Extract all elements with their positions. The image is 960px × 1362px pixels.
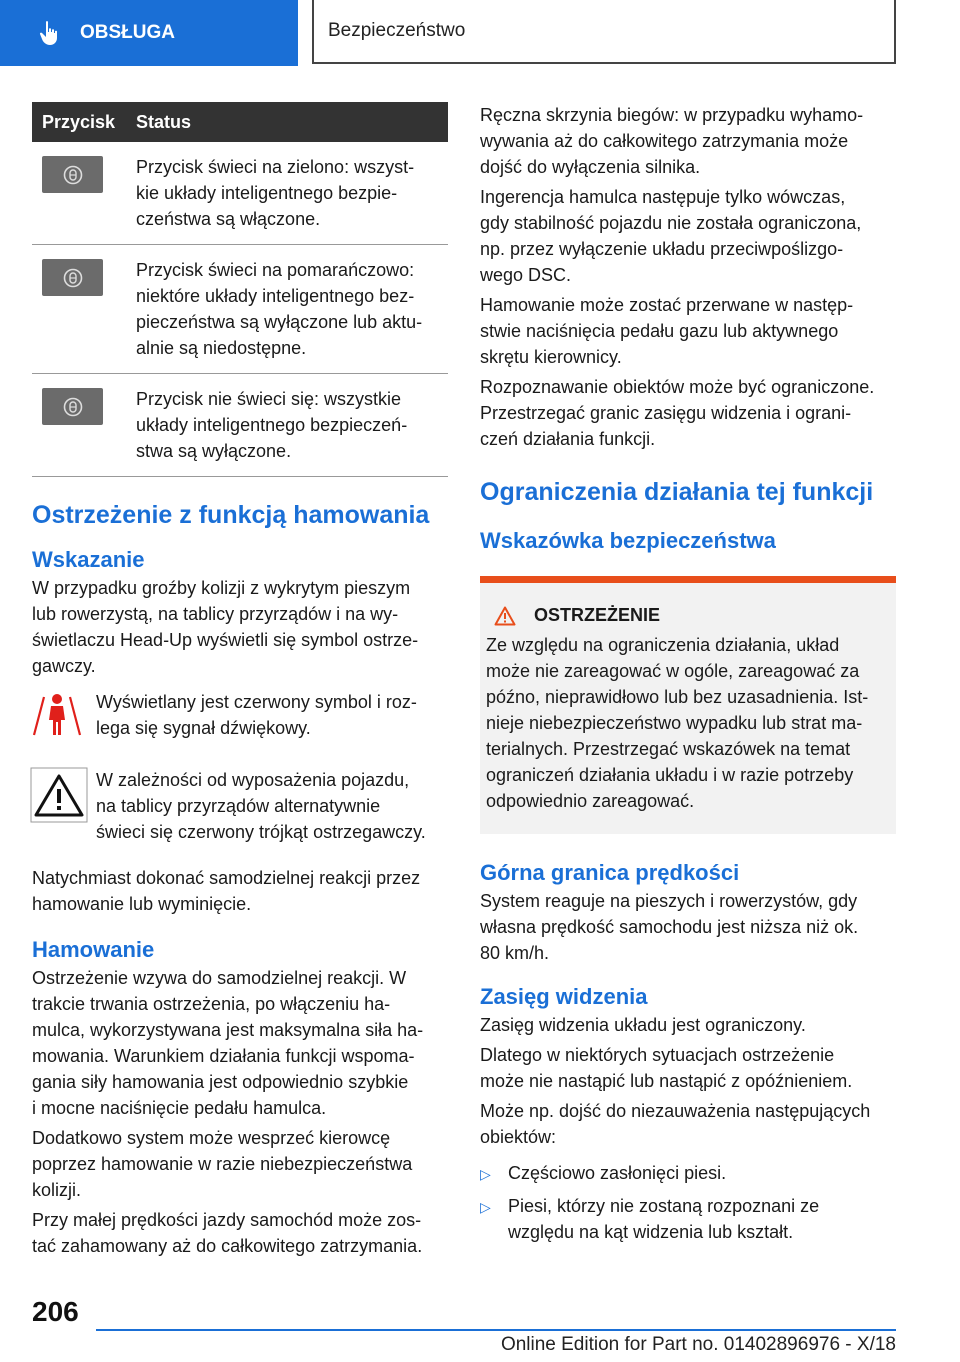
section-header — [312, 0, 896, 64]
footer-divider — [96, 1329, 896, 1331]
pedestrian-warning-text: Wyświetlany jest czerwony symbol i roz- lega się sygnał dźwiękowy. — [96, 692, 417, 738]
warning-box — [480, 576, 896, 834]
heading-range: Zasięg widzenia — [480, 984, 648, 1009]
chapter-tab[interactable] — [0, 0, 298, 66]
triangle-bullet-icon: ▷ — [480, 1199, 491, 1215]
chapter-tab-label: OBSŁUGA — [80, 22, 175, 43]
heading-brake-warning: Ostrzeżenie z funkcją hamowania — [32, 501, 430, 529]
page-number: 206 — [32, 1296, 79, 1327]
warning-text: Ze względu na ograniczenia działania, układ może nie zareagować w ogóle, zareagować za późno, nieprawidłowo lub bez uzasadnienia. Ist- nieje niebezpieczeństwo wypadku lub strat ma- terialnych. Przestrzegać wskazówek na temat ograniczeń działania układu i w razie potrzeby odpowiednio zareagować. — [486, 635, 869, 811]
heading-limits: Ograniczenia działania tej funkcji — [480, 478, 874, 506]
status-button-icon — [42, 156, 103, 193]
triangle-warning-row — [30, 767, 448, 849]
warning-title: OSTRZEŻENIE — [534, 605, 661, 625]
paragraph-recognition: Rozpoznawanie obiektów może być ograniczone. Przestrzegać granic zasięgu widzenia i ograni- czeń działania funkcji. — [480, 377, 875, 449]
left-column — [32, 102, 448, 1263]
table-row — [32, 142, 448, 245]
hand-pointer-icon — [38, 20, 62, 46]
paragraph-speed: System reaguje na pieszych i rowerzystów, gdy własna prędkość samochodu jest niższa niż ok. 80 km/h. — [480, 891, 859, 963]
list-item-text: Częściowo zasłonięci piesi. — [508, 1163, 727, 1183]
bullet-list — [480, 1160, 896, 1245]
heading-braking: Hamowanie — [32, 937, 155, 962]
list-item — [480, 1193, 896, 1245]
heading-safety-note: Wskazówka bezpieczeństwa — [480, 528, 776, 553]
triangle-bullet-icon: ▷ — [480, 1166, 491, 1182]
pedestrian-warning-row — [30, 689, 448, 745]
table-cell-status: Przycisk świeci na zielono: wszyst- kie układy inteligentnego bezpie- czeństwa są włączone. — [132, 142, 448, 245]
warning-triangle-icon — [30, 767, 96, 828]
table-header-status: Status — [132, 102, 448, 142]
table-header-button: Przycisk — [32, 102, 132, 142]
status-button-icon — [42, 259, 103, 296]
paragraph-indication: W przypadku groźby kolizji z wykrytym pieszym lub rowerzystą, na tablicy przyrządów i na wy- świetlaczu Head-Up wyświetli się symbol ostrze- gawczy. — [32, 578, 419, 676]
warning-header — [486, 605, 890, 626]
paragraph-range-3: Może np. dojść do niezauważenia następujących obiektów: — [480, 1101, 871, 1147]
footer-edition: Online Edition for Part no. 01402896976 - X/18 — [500, 1334, 896, 1355]
table-cell-status: Przycisk nie świeci się: wszystkie układy inteligentnego bezpieczeń- stwa są wyłączone. — [132, 374, 448, 477]
paragraph-braking-1: Ostrzeżenie wzywa do samodzielnej reakcji. W trakcie trwania ostrzeżenia, po włączeniu ha- mulca, wykorzystywana jest maksymalna siła ha- mowania. Warunkiem działania funkcji wspoma- gania siły hamowania jest odpowiednio szybkie i mocne naciśnięcie pedału hamulca. — [32, 968, 424, 1118]
paragraph-react: Natychmiast dokonać samodzielnej reakcji przez hamowanie lub wyminięcie. — [32, 868, 421, 914]
triangle-warning-text: W zależności od wyposażenia pojazdu, na tablicy przyrządów alternatywnie świeci się czerwony trójkąt ostrzegawczy. — [96, 770, 426, 842]
right-column — [480, 102, 896, 1251]
list-item-text: Piesi, którzy nie zostaną rozpoznani ze względu na kąt widzenia lub kształt. — [508, 1196, 820, 1242]
section-title: Bezpieczeństwo — [328, 20, 466, 41]
paragraph-manual-gearbox: Ręczna skrzynia biegów: w przypadku wyhamo- wywania aż do całkowitego zatrzymania może dojść do wyłączenia silnika. — [480, 105, 864, 177]
paragraph-range-1: Zasięg widzenia układu jest ograniczony. — [480, 1015, 806, 1035]
paragraph-range-2: Dlatego w niektórych sytuacjach ostrzeżenie może nie nastąpić lub nastąpić z opóźnieniem. — [480, 1045, 853, 1091]
paragraph-interrupt: Hamowanie może zostać przerwane w następ- stwie naciśnięcia pedału gazu lub aktywnego skrętu kierownicy. — [480, 295, 854, 367]
heading-speed-limit: Górna granica prędkości — [480, 860, 740, 885]
paragraph-intervention: Ingerencja hamulca następuje tylko wówczas, gdy stabilność pojazdu nie została ograniczona, np. przez wyłączenie układu przeciwpoślizgo- wego DSC. — [480, 187, 862, 285]
warning-triangle-icon — [494, 606, 516, 626]
table-row — [32, 374, 448, 477]
paragraph-braking-2: Dodatkowo system może wesprzeć kierowcę poprzez hamowanie w razie niebezpieczeństwa kolizji. — [32, 1128, 413, 1200]
table-row — [32, 245, 448, 374]
table-cell-status: Przycisk świeci na pomarańczowo: niektóre układy inteligentnego bez- pieczeństwa są wyłączone lub aktu- alnie są niedostępne. — [132, 245, 448, 374]
heading-indication: Wskazanie — [32, 547, 145, 572]
status-button-icon — [42, 388, 103, 425]
pedestrian-warning-icon — [30, 689, 96, 744]
list-item — [480, 1160, 896, 1187]
status-table — [32, 102, 448, 477]
paragraph-braking-3: Przy małej prędkości jazdy samochód może zos- tać zahamowany aż do całkowitego zatrzymania. — [32, 1210, 423, 1256]
